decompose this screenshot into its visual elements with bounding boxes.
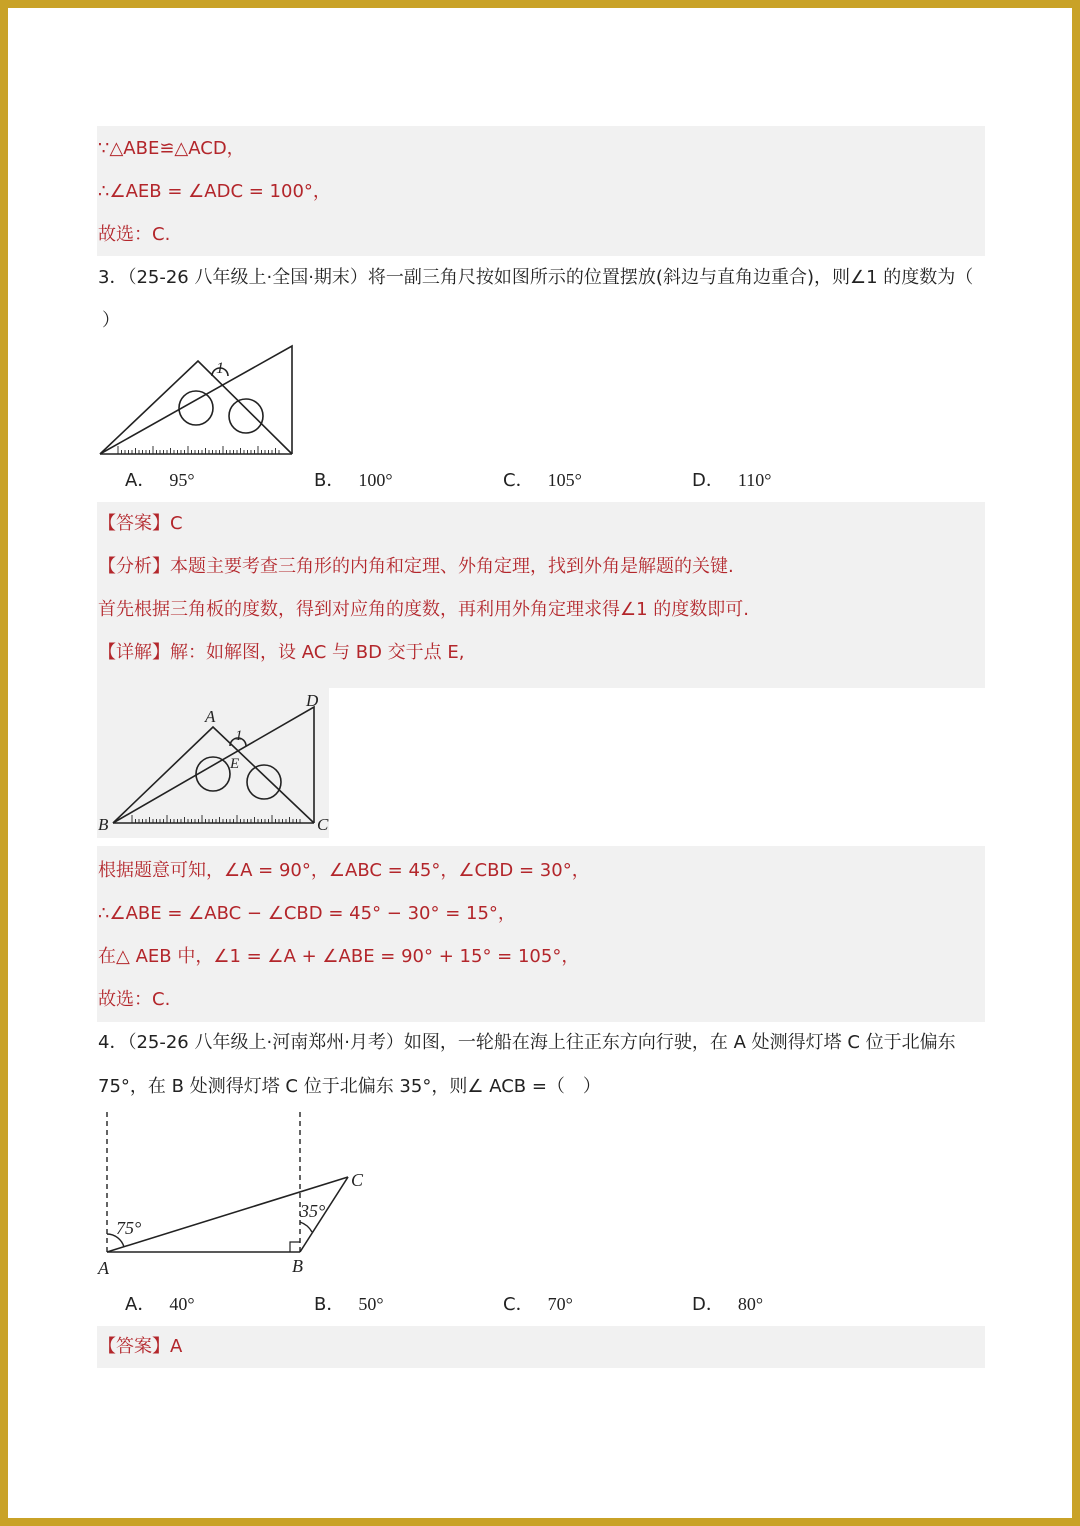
q4-stem-line2: 75°，在 B 处测得灯塔 C 位于北偏东 35°，则∠ ACB =（ ） <box>98 1076 601 1097</box>
sol3-step2: ∴∠ABE = ∠ABC − ∠CBD = 45° − 30° = 15°， <box>98 903 516 924</box>
q4-option-a-value: 40° <box>169 1294 195 1314</box>
sol3-answer: 【答案】C <box>98 513 183 534</box>
q4-option-d[interactable] <box>692 1292 763 1317</box>
sol3-analysis1: 【分析】本题主要考查三角形的内角和定理、外角定理，找到外角是解题的关键. <box>98 556 734 577</box>
q4-option-a-letter: A． <box>125 1294 156 1315</box>
sol3-step4: 故选：C. <box>98 989 171 1010</box>
sol2-line2: ∴∠AEB = ∠ADC = 100°， <box>98 181 331 202</box>
q4-option-b[interactable] <box>314 1292 384 1317</box>
sol4-answer: 【答案】A <box>98 1336 183 1357</box>
q3-option-b-letter: B． <box>314 470 345 491</box>
sol3-figure <box>96 690 336 840</box>
sol3-label-b: B <box>98 815 109 834</box>
q4-option-c-letter: C． <box>503 1294 534 1315</box>
q3-option-c[interactable] <box>503 468 582 493</box>
q4-option-d-letter: D． <box>692 1294 724 1315</box>
sol2-line3: 故选：C. <box>98 224 171 245</box>
q3-option-d-letter: D． <box>692 470 724 491</box>
q3-option-c-letter: C． <box>503 470 534 491</box>
sol3-step3: 在△ AEB 中，∠1 = ∠A + ∠ABE = 90° + 15° = 105°， <box>98 946 580 967</box>
q4-option-d-value: 80° <box>737 1294 764 1314</box>
q3-option-a-letter: A． <box>125 470 156 491</box>
sol2-line1: ∵△ABE≌△ACD， <box>98 138 245 159</box>
q3-option-d[interactable] <box>692 468 771 493</box>
q4-label-b: B <box>292 1256 303 1276</box>
q3-option-b-value: 100° <box>358 470 393 490</box>
q3-option-c-value: 105° <box>547 470 582 490</box>
q4-option-a[interactable] <box>125 1292 195 1317</box>
q3-option-a[interactable] <box>125 468 195 493</box>
q3-ruler-ticks <box>118 446 279 454</box>
sol3-step1: 根据题意可知，∠A = 90°，∠ABC = 45°，∠CBD = 30°， <box>98 860 590 881</box>
q4-option-c-value: 70° <box>547 1294 573 1314</box>
q4-figure <box>96 1108 386 1280</box>
sol3-label-a: A <box>205 707 216 726</box>
q3-option-d-value: 110° <box>737 470 772 490</box>
q3-stem: 3．（25-26 八年级上·全国·期末）将一副三角尺按如图所示的位置摆放(斜边与直角边重合)，则∠1 的度数为（ <box>98 267 974 288</box>
q3-stem-end: ） <box>102 310 120 331</box>
sol3-analysis2: 首先根据三角板的度数，得到对应角的度数，再利用外角定理求得∠1 的度数即可. <box>98 599 750 620</box>
q4-label-c: C <box>351 1170 364 1190</box>
sol3-label-e: E <box>230 756 240 772</box>
q4-option-b-letter: B． <box>314 1294 345 1315</box>
sol3-detail: 【详解】解：如解图，设 AC 与 BD 交于点 E, <box>98 642 465 663</box>
sol3-label-1: 1 <box>235 728 243 744</box>
q4-option-b-value: 50° <box>358 1294 384 1314</box>
q4-angle-35: 35° <box>300 1201 326 1221</box>
sol3-label-d: D <box>306 691 319 710</box>
q4-stem-line1: 4．（25-26 八年级上·河南郑州·月考）如图，一轮船在海上往正东方向行驶，在 A 处测得灯塔 C 位于北偏东 <box>98 1032 956 1053</box>
q4-option-c[interactable] <box>503 1292 573 1317</box>
q3-triangle-45 <box>100 361 292 454</box>
q3-option-b[interactable] <box>314 468 393 493</box>
q4-label-a: A <box>98 1258 109 1278</box>
q3-angle-label: 1 <box>216 360 224 377</box>
sol3-label-c: C <box>317 815 329 834</box>
q3-figure <box>96 340 306 462</box>
q3-option-a-value: 95° <box>169 470 195 490</box>
solution-4-block <box>97 1326 985 1368</box>
q4-angle-75: 75° <box>116 1218 142 1238</box>
